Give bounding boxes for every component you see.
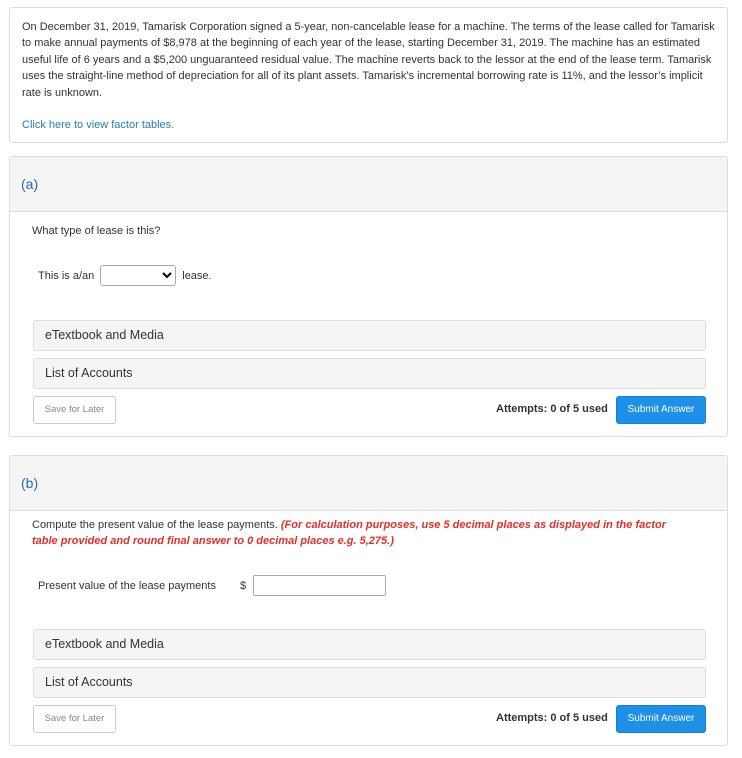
problem-text	[22, 19, 715, 101]
part-a-question: What type of lease is this?	[32, 225, 161, 237]
part-b-label: (b)	[10, 456, 727, 511]
save-for-later-button[interactable]: Save for Later	[33, 396, 116, 424]
problem-text-part-2: of the lease	[344, 37, 402, 50]
attempts-counter: Attempts: 0 of 5 used	[496, 403, 608, 415]
list-of-accounts-bar[interactable]: List of Accounts	[33, 358, 706, 389]
part-b-panel	[9, 455, 728, 746]
submit-answer-button[interactable]: Submit Answer	[616, 396, 706, 424]
submit-answer-button[interactable]: Submit Answer	[616, 705, 706, 733]
part-a-panel	[9, 156, 728, 437]
list-of-accounts-bar[interactable]: List of Accounts	[33, 667, 706, 698]
lease-type-prefix: This is a/an	[38, 269, 95, 282]
lease-type-row	[38, 265, 212, 286]
problem-statement	[9, 7, 728, 143]
etextbook-media-bar[interactable]: eTextbook and Media	[33, 320, 706, 351]
problem-text-part-1: On December 31, 2019, Tamarisk Corporation signed a 5-year, non-cancelable lease for a machine. The terms of the lease called for Tamarisk to make annual payments of $8,978 at the beginning of each year	[22, 21, 715, 50]
save-for-later-button[interactable]: Save for Later	[33, 705, 116, 733]
problem-text-part-3: , starting December 31, 2019. The machine has an estimated useful life of 6 years and a $5,200 unguaranteed residual value. The machine reverts back to the lessor at the end of the lease term. Tamarisk uses the straight-line method of depreciation for all of its plant assets. Tamarisk’s incremental borrowing rate is 11%, and the lessor’s implicit rate is unknown.	[22, 37, 712, 99]
present-value-input[interactable]	[253, 575, 386, 596]
present-value-label: Present value of the lease payments	[38, 579, 216, 592]
lease-type-select[interactable]	[100, 265, 176, 286]
present-value-row	[38, 575, 386, 596]
currency-symbol: $	[239, 579, 247, 592]
part-a-label: (a)	[10, 157, 727, 212]
etextbook-media-bar[interactable]: eTextbook and Media	[33, 629, 706, 660]
part-b-question	[32, 517, 692, 549]
lease-type-suffix: lease.	[182, 269, 212, 282]
part-b-question-text: Compute the present value of the lease payments.	[32, 519, 278, 531]
factor-tables-link[interactable]: Click here to view factor tables.	[22, 119, 175, 132]
attempts-counter: Attempts: 0 of 5 used	[496, 712, 608, 724]
rounding-note: (For calculation purposes, use 5 decimal places as displayed in the factor table provided and round final answer to 0 decimal places e.g. 5,275.)	[32, 519, 667, 547]
